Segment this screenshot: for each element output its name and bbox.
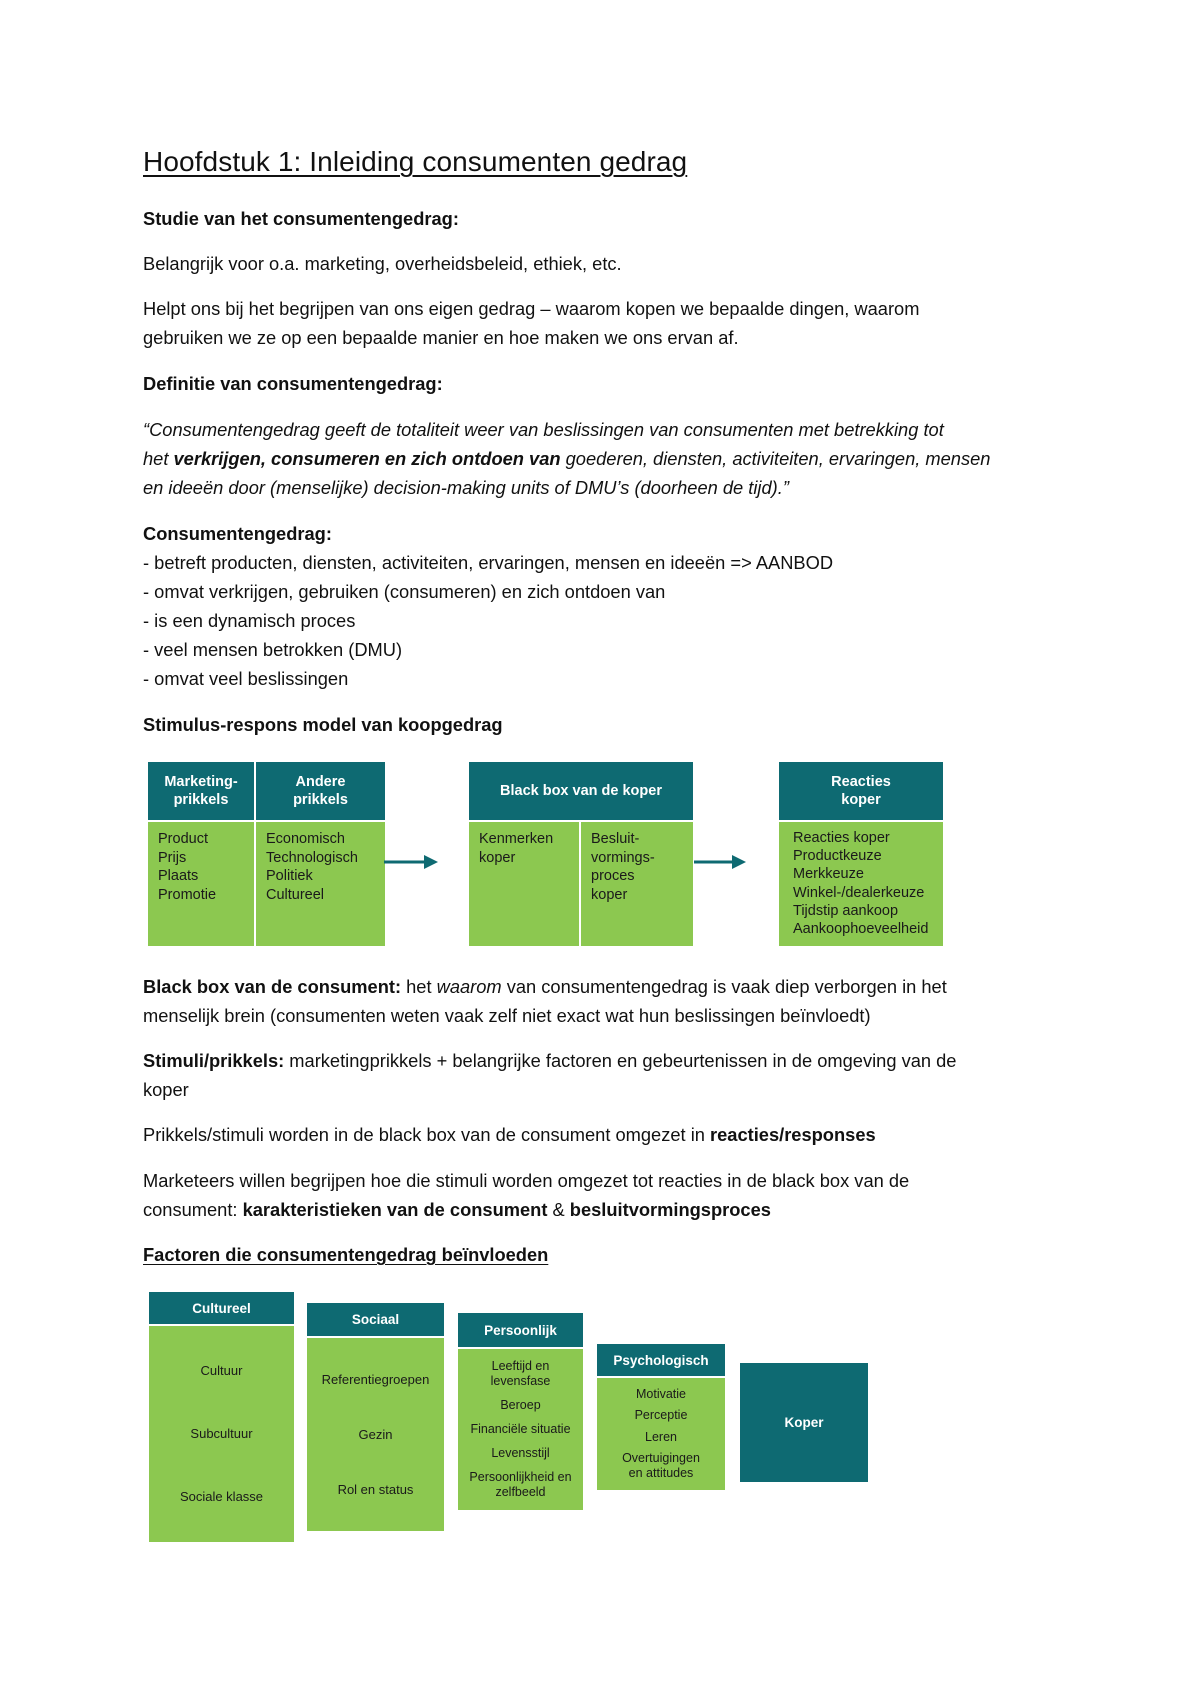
factor-body-sociaal (307, 1338, 444, 1531)
paragraph-blackbox-line1: Black box van de consument: het waarom van consumentengedrag is vaak diep verborgen in het (143, 976, 947, 997)
factor-head-persoonlijk: Persoonlijk (458, 1313, 583, 1347)
model-item: Reacties koper (793, 830, 890, 846)
paragraph-helpt-line2: gebruiken we ze op een bepaalde manier en hoe maken we ons ervan af. (143, 327, 739, 348)
section-heading-definitie: Definitie van consumentengedrag: (143, 373, 443, 394)
paragraph-stimuli-line2: koper (143, 1079, 189, 1100)
definition-line1: “Consumentengedrag geeft de totaliteit weer van beslissingen van consumenten met betrekking tot (143, 419, 944, 440)
definition-line3: en ideeën door (menselijke) decision-making units of DMU’s (doorheen de tijd).” (143, 477, 789, 498)
arrow-right-icon (384, 852, 440, 872)
page-title: Hoofdstuk 1: Inleiding consumenten gedrag (143, 146, 688, 177)
paragraph-stimuli-line1: Stimuli/prikkels: marketingprikkels + belangrijke factoren en gebeurtenissen in de omgeving van de (143, 1050, 957, 1071)
model-head-reacties-koper: Reacties koper (779, 762, 943, 820)
list-item: - is een dynamisch proces (143, 610, 356, 631)
model-head-marketingprikkels: Marketing- prikkels (148, 762, 254, 820)
model-item: Aankoophoeveelheid (793, 921, 929, 938)
section-heading-factoren: Factoren die consumentengedrag beïnvloeden (143, 1244, 549, 1265)
list-item: - veel mensen betrokken (DMU) (143, 639, 403, 660)
model-item: Promotie (158, 886, 217, 903)
model-item: Merkkeuze (793, 866, 864, 883)
paragraph-helpt-line1: Helpt ons bij het begrijpen van ons eigen gedrag – waarom kopen we bepaalde dingen, waarom (143, 298, 920, 319)
paragraph-marketeers-line1: Marketeers willen begrijpen hoe die stimuli worden omgezet tot reacties in de black box van de (143, 1170, 910, 1191)
model-item: Winkel-/dealerkeuze (793, 884, 925, 901)
definition-line2: het verkrijgen, consumeren en zich ontdoen van goederen, diensten, activiteiten, ervaringen, mensen (143, 448, 991, 469)
factor-item: Referentiegroepen (321, 1371, 430, 1387)
section-heading-consumentengedrag: Consumentengedrag: (143, 523, 332, 544)
model-item: proces (591, 868, 635, 884)
arrow-right-icon (692, 852, 748, 872)
factor-item: Gezin (358, 1426, 393, 1442)
model-item: koper (479, 849, 516, 866)
section-heading-studie: Studie van het consumentengedrag: (143, 208, 459, 229)
paragraph-belangrijk: Belangrijk voor o.a. marketing, overheidsbeleid, ethiek, etc. (143, 253, 622, 274)
factor-item: Rol en status (337, 1481, 414, 1497)
model-head-black-box: Black box van de koper (469, 762, 693, 820)
section-heading-model: Stimulus-respons model van koopgedrag (143, 714, 503, 735)
model-item: Technologisch (266, 849, 358, 866)
model-item: Prijs (158, 849, 187, 866)
model-item: Besluit- (591, 831, 640, 847)
model-body-black-box-left (469, 822, 579, 946)
model-body-black-box-right (581, 822, 693, 946)
model-body-andere-prikkels (256, 822, 385, 946)
list-item: - omvat verkrijgen, gebruiken (consumeren) en zich ontdoen van (143, 581, 666, 602)
factor-item: Financiële situatie (470, 1421, 571, 1436)
model-item: koper (591, 886, 628, 903)
list-item: - omvat veel beslissingen (143, 668, 349, 689)
model-head-andere-prikkels: Andere prikkels (256, 762, 385, 820)
factor-head-sociaal: Sociaal (307, 1303, 444, 1336)
factor-body-persoonlijk (458, 1349, 583, 1510)
factor-item: Perceptie (634, 1408, 688, 1423)
list-item: - betreft producten, diensten, activiteiten, ervaringen, mensen en ideeën => AANBOD (143, 552, 834, 573)
factor-koper: Koper (740, 1363, 868, 1482)
model-item: Politiek (266, 868, 313, 884)
factor-item: Leren (645, 1429, 677, 1444)
factor-head-cultureel: Cultureel (149, 1292, 294, 1324)
factor-item: Beroep (500, 1398, 541, 1413)
factor-item: Leeftijd en levensfase (490, 1359, 551, 1389)
factor-item: Persoonlijkheid en zelfbeeld (469, 1469, 572, 1499)
factor-head-psychologisch: Psychologisch (597, 1344, 725, 1376)
model-item: vormings- (591, 849, 655, 866)
model-item: Productkeuze (793, 848, 882, 865)
factor-item: Motivatie (635, 1387, 687, 1402)
factor-item: Levensstijl (491, 1445, 550, 1460)
factor-item: Cultuur (200, 1363, 243, 1379)
model-item: Economisch (266, 831, 345, 847)
model-body-marketingprikkels (148, 822, 254, 946)
model-item: Product (158, 831, 208, 847)
model-item: Cultureel (266, 886, 325, 903)
factor-body-psychologisch (597, 1378, 725, 1490)
model-body-reacties-koper (779, 822, 943, 946)
factor-item: Subcultuur (190, 1425, 253, 1441)
paragraph-marketeers-line2: consument: karakteristieken van de consument & besluitvormingsproces (143, 1199, 771, 1220)
factor-body-cultureel (149, 1326, 294, 1542)
model-item: Plaats (158, 868, 199, 884)
factor-item: Overtuigingen en attitudes (622, 1450, 700, 1480)
paragraph-prikkels: Prikkels/stimuli worden in de black box van de consument omgezet in reacties/responses (143, 1124, 876, 1145)
model-item: Kenmerken (479, 831, 554, 847)
paragraph-blackbox-line2: menselijk brein (consumenten weten vaak zelf niet exact wat hun beslissingen beïnvloedt) (143, 1005, 871, 1026)
model-item: Tijdstip aankoop (793, 902, 899, 919)
factor-item: Sociale klasse (179, 1488, 264, 1504)
